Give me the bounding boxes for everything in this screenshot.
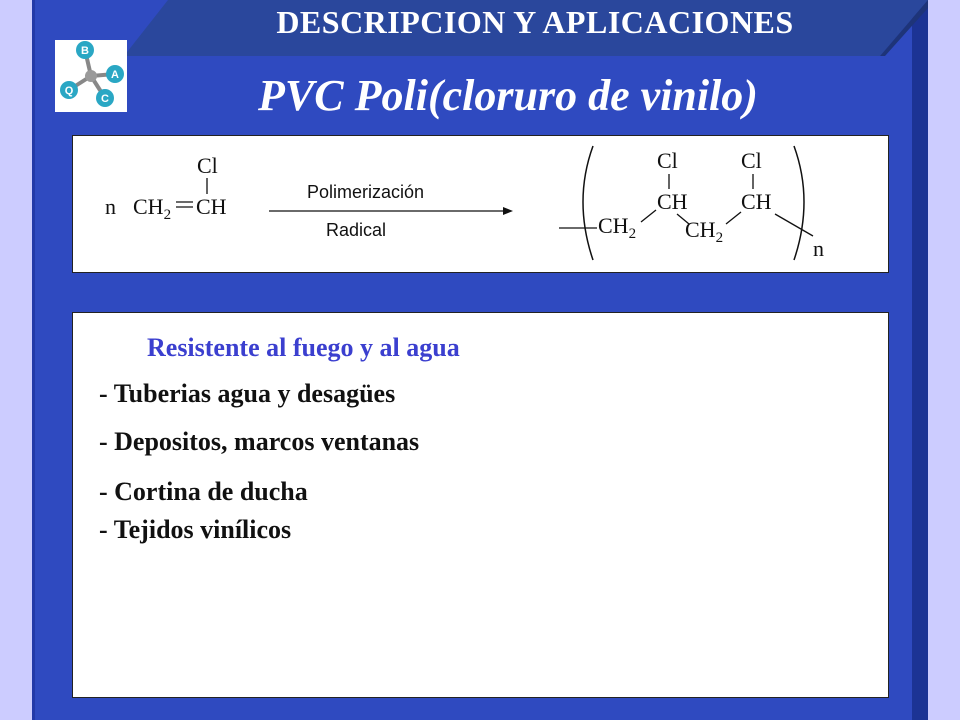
monomer-ch-label: CH — [196, 194, 227, 219]
reaction-panel — [72, 135, 889, 273]
applications-panel — [72, 312, 889, 698]
application-item: - Tuberias agua y desagües — [99, 379, 396, 408]
arrow-label-top: Polimerización — [307, 182, 425, 202]
application-item: - Depositos, marcos ventanas — [99, 427, 420, 456]
logo-letter-b: B — [81, 45, 89, 57]
polymer-ch-label-1: CH — [657, 189, 688, 214]
monomer-coefficient: n — [105, 194, 116, 219]
application-item: - Cortina de ducha — [99, 477, 308, 506]
monomer-cl-label: Cl — [197, 153, 218, 178]
logo-letter-a: A — [111, 69, 119, 81]
right-bracket — [794, 146, 804, 260]
header-title: DESCRIPCION Y APLICACIONES — [276, 4, 794, 40]
left-bracket — [583, 146, 593, 260]
repeat-index: n — [813, 236, 824, 261]
logo-letter-c: C — [101, 93, 109, 105]
chain-bond-2 — [641, 210, 656, 222]
polymerization-equation — [73, 136, 888, 272]
page-title: PVC Poli(cloruro de vinilo) — [258, 71, 758, 120]
reaction-arrow-head-icon — [503, 207, 513, 215]
polymer-cl-label-2: Cl — [741, 148, 762, 173]
arrow-label-bottom: Radical — [326, 220, 387, 240]
polymer-cl-label-1: Cl — [657, 148, 678, 173]
application-item: - Tejidos vinílicos — [99, 515, 292, 544]
polymer-ch2-label-2: $CH_2$ — [685, 217, 724, 246]
chain-bond-right — [775, 214, 813, 236]
monomer-ch2-label: $CH_2$ — [133, 194, 172, 223]
polymer-ch-label-2: CH — [741, 189, 772, 214]
applications-title: Resistente al fuego y al agua — [147, 333, 460, 362]
chain-bond-4 — [726, 212, 741, 224]
logo-letter-q: Q — [64, 85, 74, 97]
polymer-ch2-label-1: $CH_2$ — [598, 213, 637, 242]
